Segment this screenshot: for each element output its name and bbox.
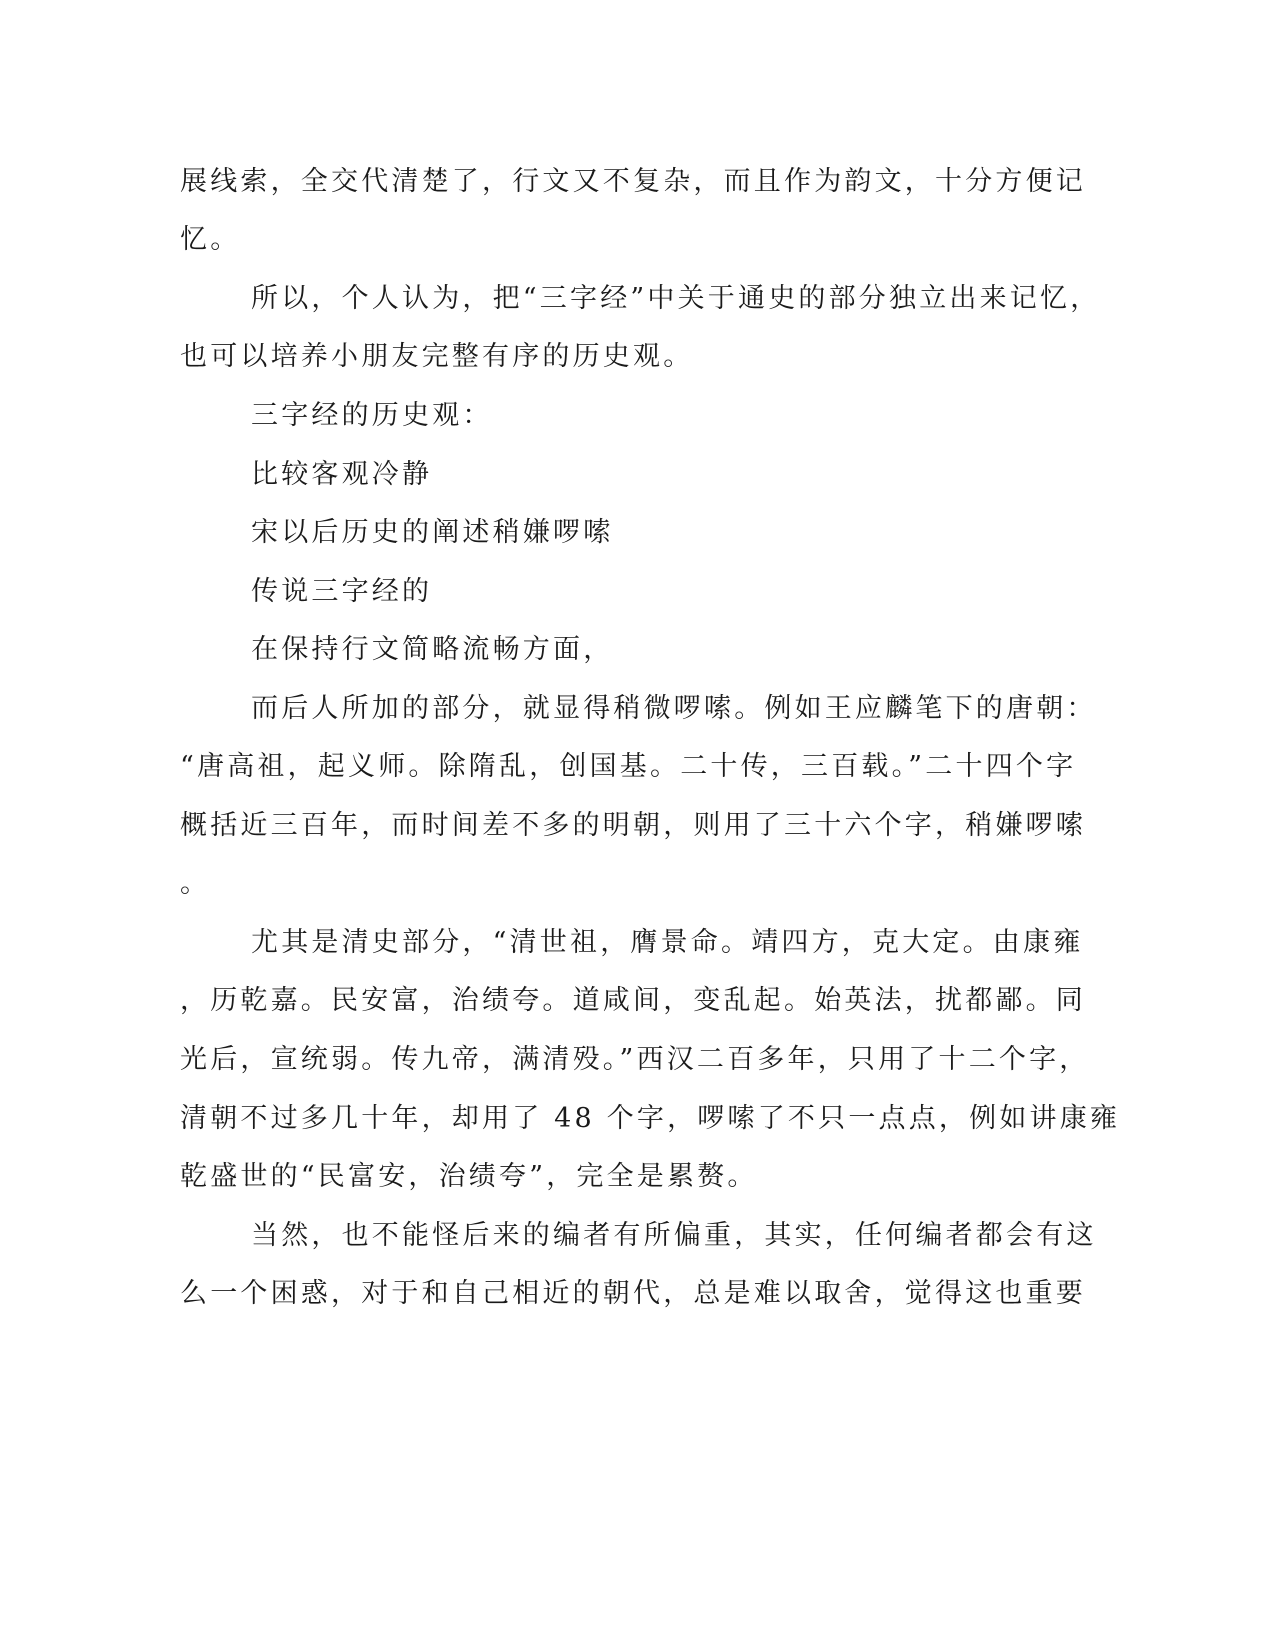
list-item: 宋以后历史的阐述稍嫌啰嗦 [251,517,614,548]
list-item: 传说三字经的 [251,576,433,607]
list-item: 在保持行文简略流畅方面， [251,634,614,665]
text-line: 乾盛世的“民富安，治绩夸”，完全是累赘。 [180,1161,758,1192]
text-line: ，历乾嘉。民安富，治绩夸。道咸间，变乱起。始英法，扰都鄙。同 [180,985,1086,1016]
text-line: 概括近三百年，而时间差不多的明朝，则用了三十六个字，稍嫌啰嗦 [180,810,1086,841]
text-line: 。 [180,868,211,899]
section-heading: 三字经的历史观： [251,400,493,431]
paragraph-start: 而后人所加的部分，就显得稍微啰嗦。例如王应麟笔下的唐朝： [251,693,1097,724]
paragraph-start: 所以，个人认为，把“三字经”中关于通史的部分独立出来记忆， [251,283,1101,314]
text-line: “唐高祖，起义师。除隋乱，创国基。二十传，三百载。”二十四个字 [180,751,1077,782]
paragraph-start: 当然，也不能怪后来的编者有所偏重，其实，任何编者都会有这 [251,1220,1097,1251]
text-line: 也可以培养小朋友完整有序的历史观。 [180,341,694,372]
text-line: 展线索，全交代清楚了，行文又不复杂，而且作为韵文，十分方便记 [180,166,1086,197]
text-line: 忆。 [180,224,241,255]
text-line: 光后，宣统弱。传九帝，满清殁。”西汉二百多年，只用了十二个字， [180,1044,1090,1075]
text-line: 清朝不过多几十年，却用了 48 个字，啰嗦了不只一点点，例如讲康雍 [180,1103,1121,1134]
list-item: 比较客观冷静 [251,459,433,490]
paragraph-start: 尤其是清史部分，“清世祖，膺景命。靖四方，克大定。由康雍 [251,927,1084,958]
text-line: 么一个困惑，对于和自己相近的朝代，总是难以取舍，觉得这也重要 [180,1278,1086,1309]
